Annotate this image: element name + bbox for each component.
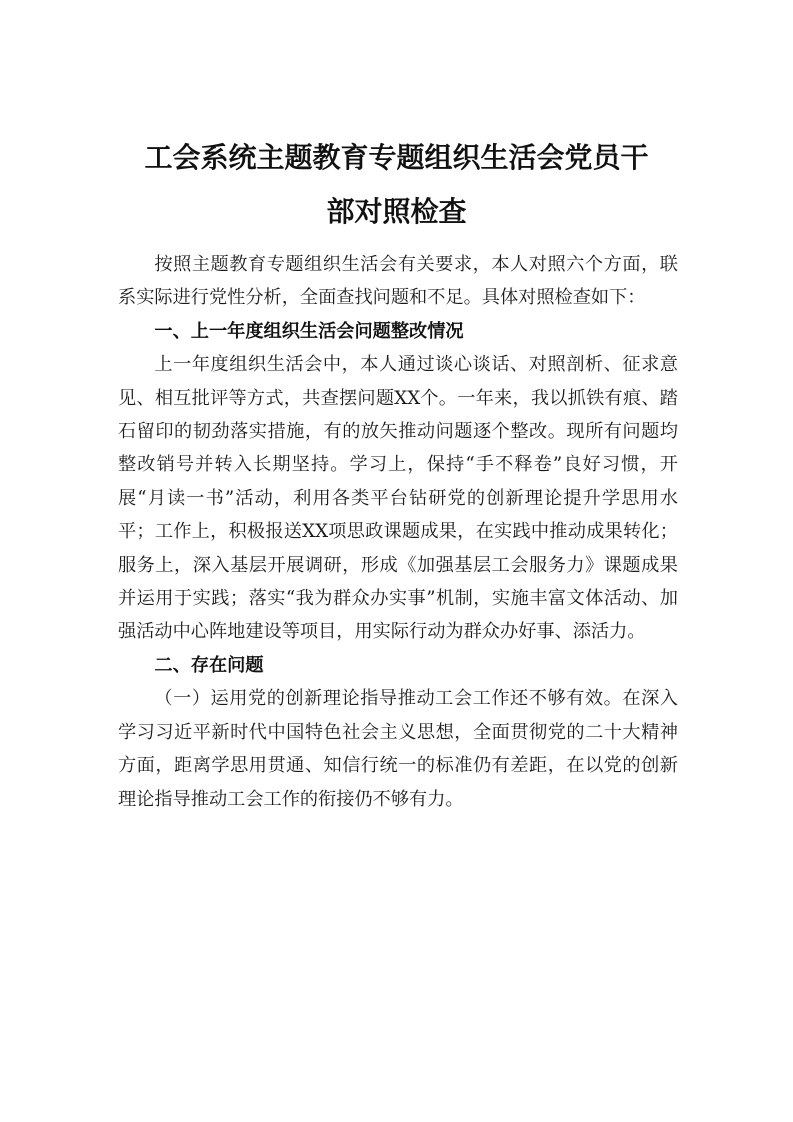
section-1-heading: 一、上一年度组织生活会问题整改情况 — [154, 320, 464, 342]
intro-paragraph: 按照主题教育专题组织生活会有关要求，本人对照六个方面，联系实际进行党性分析，全面查找问题和不足。具体对照检查如下： — [118, 254, 678, 309]
document-title-line-1: 工会系统主题教育专题组织生活会党员干 — [144, 141, 649, 174]
section-2-item-1-paragraph: （一）运用党的创新理论指导推动工会工作还不够有效。在深入学习习近平新时代中国特色社会主义思想，全面贯彻党的二十大精神方面，距离学思用贯通、知信行统一的标准仍有差距，在以党的创新理论指导推动工会工作的衔接仍不够有力。 — [118, 688, 678, 810]
section-2-heading: 二、存在问题 — [154, 654, 264, 676]
document-title-line-2: 部对照检查 — [326, 195, 467, 228]
section-1-paragraph: 上一年度组织生活会中，本人通过谈心谈话、对照剖析、征求意见、相互批评等方式，共查摆问题XX个。一年来，我以抓铁有痕、踏石留印的韧劲落实措施，有的放矢推动问题逐个整改。现所有问题均整改销号并转入长期坚持。学习上，保持“手不释卷”良好习惯，开展“月读一书”活动，利用各类平台钻研党的创新理论提升学思用水平；工作上，积极报送XX项思政课题成果，在实践中推动成果转化；服务上，深入基层开展调研，形成《加强基层工会服务力》课题成果并运用于实践；落实“我为群众办实事”机制，实施丰富文体活动、加强活动中心阵地建设等项目，用实际行动为群众办好事、添活力。 — [118, 354, 678, 643]
document-body — [118, 248, 678, 816]
